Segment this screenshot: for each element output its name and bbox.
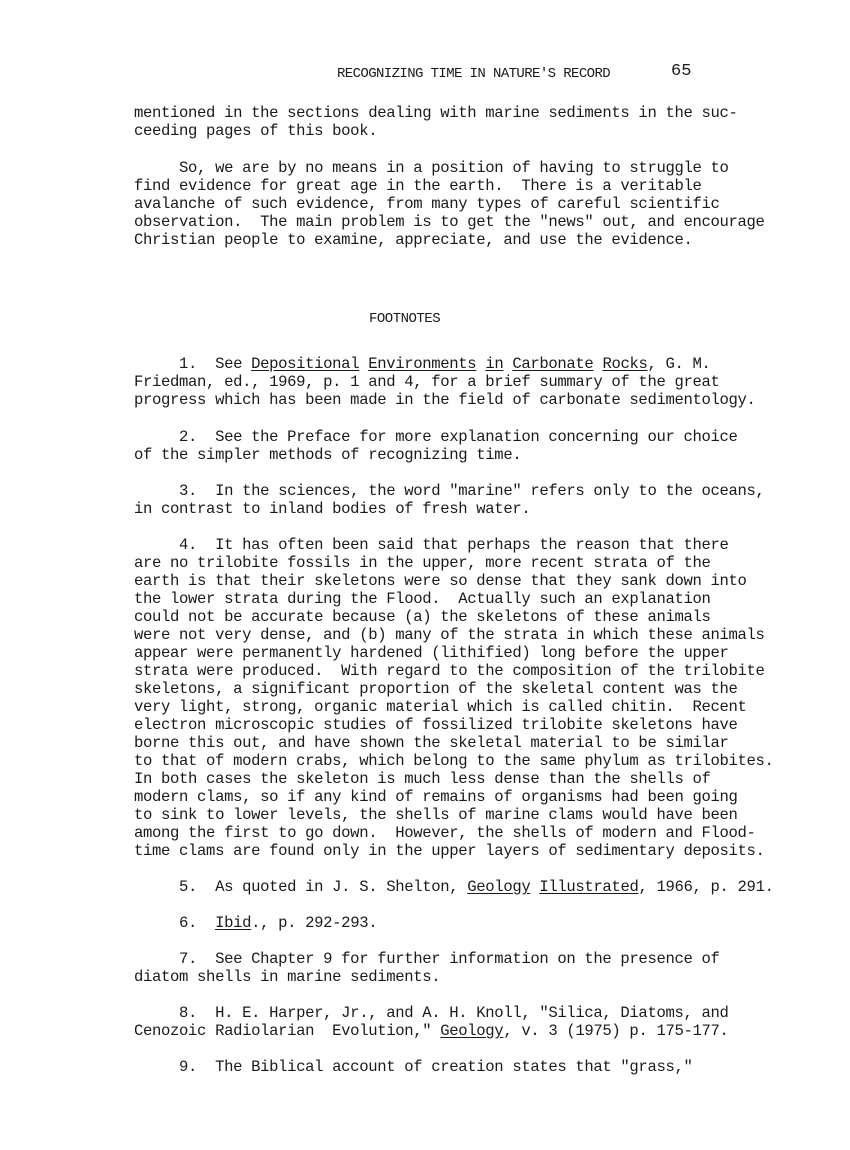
footnote-4-line: borne this out, and have shown the skeletal material to be similar: [134, 734, 729, 752]
citation-title-word: Carbonate: [512, 355, 594, 373]
footnote-4-line: are no trilobite fossils in the upper, more recent strata of the: [134, 554, 711, 572]
footnote-4-line: 4. It has often been said that perhaps the reason that there: [134, 536, 729, 554]
footnote-7-line: diatom shells in marine sediments.: [134, 968, 441, 986]
footnote-4-line: the lower strata during the Flood. Actually such an explanation: [134, 590, 711, 608]
footnote-4-line: could not be accurate because (a) the skeletons of these animals: [134, 608, 711, 626]
footnote-2-line: 2. See the Preface for more explanation concerning our choice: [134, 428, 738, 446]
body-line: find evidence for great age in the earth. There is a veritable: [134, 177, 702, 195]
citation-title-word: Depositional: [251, 355, 360, 373]
citation-title-word: Environments: [368, 355, 477, 373]
footnote-2-line: of the simpler methods of recognizing time.: [134, 446, 522, 464]
footnote-6-line: 6. Ibid., p. 292-293.: [134, 914, 378, 932]
footnote-4-line: time clams are found only in the upper layers of sedimentary deposits.: [134, 842, 765, 860]
citation-title-word: in: [485, 355, 504, 373]
footnote-4-line: modern clams, so if any kind of remains of organisms had been going: [134, 788, 738, 806]
footnote-4-line: strata were produced. With regard to the composition of the trilobite: [134, 662, 765, 680]
body-line: ceeding pages of this book.: [134, 122, 378, 140]
citation-title-word: Rocks: [602, 355, 648, 373]
footnote-4-line: electron microscopic studies of fossilized trilobite skeletons have: [134, 716, 738, 734]
citation-title-word: Geology: [467, 878, 531, 896]
body-line: Christian people to examine, appreciate, and use the evidence.: [134, 231, 693, 249]
footnote-8-line: 8. H. E. Harper, Jr., and A. H. Knoll, "Silica, Diatoms, and: [134, 1004, 729, 1022]
page-number: 65: [671, 62, 692, 81]
footnote-4-line: to sink to lower levels, the shells of marine clams would have been: [134, 806, 738, 824]
footnote-4-line: In both cases the skeleton is much less dense than the shells of: [134, 770, 711, 788]
body-line: avalanche of such evidence, from many types of careful scientific: [134, 195, 720, 213]
footnote-4-line: to that of modern crabs, which belong to the same phylum as trilobites.: [134, 752, 774, 770]
body-line: So, we are by no means in a position of having to struggle to: [134, 159, 729, 177]
body-line: mentioned in the sections dealing with marine sediments in the suc-: [134, 104, 738, 122]
citation-title-word: Ibid: [215, 914, 252, 932]
footnote-4-line: were not very dense, and (b) many of the strata in which these animals: [134, 626, 765, 644]
footnote-3-line: 3. In the sciences, the word "marine" refers only to the oceans,: [134, 482, 765, 500]
footnotes-heading: FOOTNOTES: [369, 311, 441, 327]
footnote-4-line: skeletons, a significant proportion of the skeletal content was the: [134, 680, 738, 698]
running-title: RECOGNIZING TIME IN NATURE'S RECORD: [337, 66, 611, 82]
footnote-9-line: 9. The Biblical account of creation states that "grass,": [134, 1058, 693, 1076]
footnote-7-line: 7. See Chapter 9 for further information on the presence of: [134, 950, 720, 968]
footnote-4-line: earth is that their skeletons were so dense that they sank down into: [134, 572, 747, 590]
footnote-4-line: appear were permanently hardened (lithified) long before the upper: [134, 644, 729, 662]
body-line: observation. The main problem is to get the "news" out, and encourage: [134, 213, 765, 231]
citation-title-word: Illustrated: [539, 878, 639, 896]
footnote-4-line: very light, strong, organic material which is called chitin. Recent: [134, 698, 747, 716]
footnote-3-line: in contrast to inland bodies of fresh water.: [134, 500, 531, 518]
footnote-1-line: progress which has been made in the field of carbonate sedimentology.: [134, 391, 756, 409]
footnote-5-line: 5. As quoted in J. S. Shelton, Geology Illustrated, 1966, p. 291.: [134, 878, 774, 896]
footnote-4-line: among the first to go down. However, the shells of modern and Flood-: [134, 824, 756, 842]
footnote-8-line: Cenozoic Radiolarian Evolution," Geology, v. 3 (1975) p. 175-177.: [134, 1022, 729, 1040]
footnote-1-line: Friedman, ed., 1969, p. 1 and 4, for a brief summary of the great: [134, 373, 720, 391]
footnote-1-line: 1. See Depositional Environments in Carbonate Rocks, G. M.: [134, 355, 711, 373]
citation-title-word: Geology: [440, 1022, 504, 1040]
